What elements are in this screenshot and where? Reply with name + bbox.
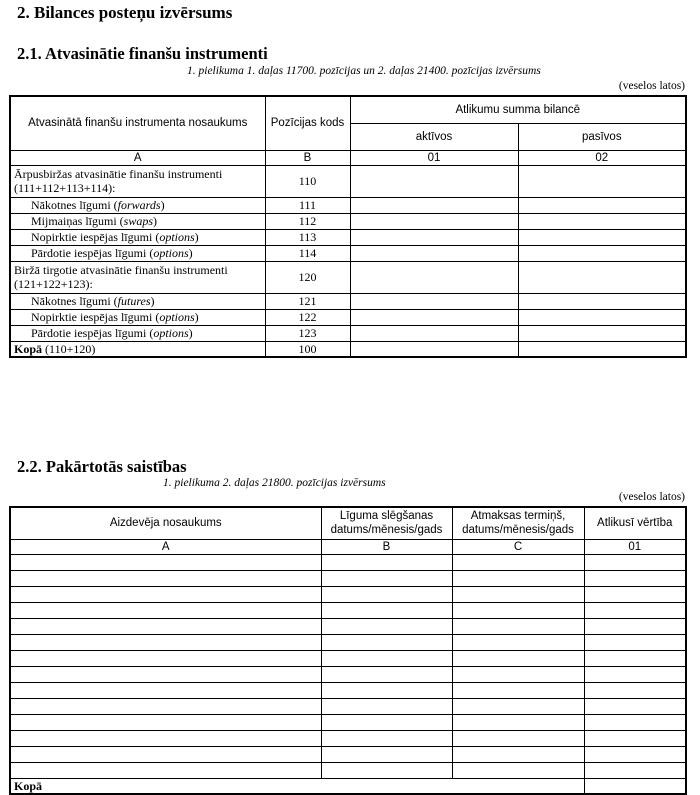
row-label: Pārdotie iespējas līgumi (options) — [10, 325, 265, 341]
col-letter-01: 01 — [584, 539, 686, 554]
row-code: 114 — [265, 245, 350, 261]
header-remaining-value: Atlikusī vērtība — [584, 507, 686, 539]
col-letter-a: A — [10, 150, 265, 165]
input-cell[interactable] — [10, 666, 321, 682]
header-lender-name: Aizdevēja nosaukums — [10, 507, 321, 539]
col-letter-b: B — [321, 539, 452, 554]
input-cell[interactable] — [584, 698, 686, 714]
value-cell[interactable] — [518, 165, 686, 197]
section-2-note: 1. pielikuma 2. daļas 21800. pozīcijas izvērsums — [163, 477, 386, 489]
input-cell[interactable] — [452, 714, 584, 730]
input-cell[interactable] — [452, 698, 584, 714]
value-cell[interactable] — [350, 213, 518, 229]
table-row — [10, 309, 686, 325]
value-cell[interactable] — [518, 245, 686, 261]
value-cell[interactable] — [350, 293, 518, 309]
input-cell[interactable] — [321, 586, 452, 602]
value-cell[interactable] — [518, 293, 686, 309]
table-row — [10, 245, 686, 261]
input-cell[interactable] — [584, 666, 686, 682]
value-cell[interactable] — [518, 197, 686, 213]
input-cell[interactable] — [584, 570, 686, 586]
input-cell[interactable] — [452, 730, 584, 746]
input-cell[interactable] — [321, 714, 452, 730]
input-cell[interactable] — [584, 554, 686, 570]
input-cell[interactable] — [584, 618, 686, 634]
input-cell[interactable] — [452, 650, 584, 666]
header-instrument-name: Atvasinātā finanšu instrumenta nosaukums — [10, 96, 265, 150]
row-code: 120 — [265, 261, 350, 293]
subordinated-liabilities-table — [9, 506, 687, 795]
empty-row — [10, 586, 686, 602]
value-cell[interactable] — [518, 309, 686, 325]
input-cell[interactable] — [10, 730, 321, 746]
row-code: 100 — [265, 341, 350, 357]
value-cell[interactable] — [350, 197, 518, 213]
row-label: Biržā tirgotie atvasinātie finanšu instrumenti (121+122+123): — [10, 261, 265, 293]
col-letter-02: 02 — [518, 150, 686, 165]
total-label: Kopā — [10, 778, 584, 794]
input-cell[interactable] — [10, 682, 321, 698]
header-liabilities: pasīvos — [518, 123, 686, 150]
input-cell[interactable] — [321, 746, 452, 762]
input-cell[interactable] — [452, 746, 584, 762]
table-row — [10, 229, 686, 245]
input-cell[interactable] — [584, 650, 686, 666]
col-letter-a: A — [10, 539, 321, 554]
header-position-code: Pozīcijas kods — [265, 96, 350, 150]
section-1-title: 2.1. Atvasinātie finanšu instrumenti — [17, 44, 268, 63]
table-row — [10, 213, 686, 229]
row-code: 121 — [265, 293, 350, 309]
row-label: Kopā (110+120) — [10, 341, 265, 357]
row-code: 123 — [265, 325, 350, 341]
empty-row — [10, 602, 686, 618]
value-cell[interactable] — [350, 341, 518, 357]
derivatives-table — [9, 95, 687, 358]
value-cell[interactable] — [518, 341, 686, 357]
input-cell[interactable] — [321, 730, 452, 746]
value-cell[interactable] — [350, 245, 518, 261]
value-cell[interactable] — [518, 325, 686, 341]
empty-row — [10, 730, 686, 746]
row-code: 112 — [265, 213, 350, 229]
table-row — [10, 261, 686, 293]
input-cell[interactable] — [584, 730, 686, 746]
input-cell[interactable] — [584, 762, 686, 778]
input-cell[interactable] — [584, 634, 686, 650]
table-row — [10, 165, 686, 197]
header-balance-sum: Atlikumu summa bilancē — [350, 96, 686, 123]
input-cell[interactable] — [10, 698, 321, 714]
input-cell[interactable] — [10, 714, 321, 730]
input-cell[interactable] — [10, 634, 321, 650]
value-cell[interactable] — [350, 165, 518, 197]
input-cell[interactable] — [452, 762, 584, 778]
table-row — [10, 325, 686, 341]
value-cell[interactable] — [518, 261, 686, 293]
input-cell[interactable] — [584, 746, 686, 762]
input-cell[interactable] — [452, 570, 584, 586]
table-row-total — [10, 341, 686, 357]
header-assets: aktīvos — [350, 123, 518, 150]
row-label: Nopirktie iespējas līgumi (options) — [10, 309, 265, 325]
row-label: Nopirktie iespējas līgumi (options) — [10, 229, 265, 245]
row-code: 110 — [265, 165, 350, 197]
input-cell[interactable] — [10, 554, 321, 570]
header-contract-date: Līguma slēgšanas datums/mēnesis/gads — [321, 507, 452, 539]
input-cell[interactable] — [321, 698, 452, 714]
section-2-units: (veselos latos) — [618, 491, 685, 503]
input-cell[interactable] — [10, 650, 321, 666]
row-code: 122 — [265, 309, 350, 325]
input-cell[interactable] — [10, 762, 321, 778]
input-cell[interactable] — [321, 554, 452, 570]
value-cell[interactable] — [350, 325, 518, 341]
empty-row — [10, 666, 686, 682]
row-code: 111 — [265, 197, 350, 213]
input-cell[interactable] — [321, 666, 452, 682]
input-cell[interactable] — [321, 682, 452, 698]
col-letter-c: C — [452, 539, 584, 554]
empty-row — [10, 634, 686, 650]
col-letter-01: 01 — [350, 150, 518, 165]
input-cell[interactable] — [452, 666, 584, 682]
section-1-note: 1. pielikuma 1. daļas 11700. pozīcijas un 2. daļas 21400. pozīcijas izvērsums — [187, 65, 541, 77]
input-cell[interactable] — [584, 682, 686, 698]
input-cell[interactable] — [452, 682, 584, 698]
empty-row — [10, 682, 686, 698]
input-cell[interactable] — [321, 634, 452, 650]
input-cell[interactable] — [452, 634, 584, 650]
value-cell[interactable] — [350, 309, 518, 325]
input-cell[interactable] — [321, 762, 452, 778]
row-label: Pārdotie iespējas līgumi (options) — [10, 245, 265, 261]
row-code: 113 — [265, 229, 350, 245]
input-cell[interactable] — [321, 602, 452, 618]
empty-row — [10, 618, 686, 634]
col-letter-b: B — [265, 150, 350, 165]
empty-row — [10, 746, 686, 762]
total-value-cell[interactable] — [584, 778, 686, 794]
empty-row — [10, 762, 686, 778]
empty-row — [10, 650, 686, 666]
input-cell[interactable] — [452, 618, 584, 634]
empty-row — [10, 554, 686, 570]
empty-row — [10, 698, 686, 714]
page-title: 2. Bilances posteņu izvērsums — [17, 3, 233, 22]
empty-row — [10, 714, 686, 730]
input-cell[interactable] — [10, 602, 321, 618]
row-label: Mijmaiņas līgumi (swaps) — [10, 213, 265, 229]
input-cell[interactable] — [452, 586, 584, 602]
table-row-total — [10, 778, 686, 794]
input-cell[interactable] — [10, 746, 321, 762]
input-cell[interactable] — [10, 618, 321, 634]
value-cell[interactable] — [350, 261, 518, 293]
table-row — [10, 197, 686, 213]
value-cell[interactable] — [518, 213, 686, 229]
input-cell[interactable] — [321, 618, 452, 634]
input-cell[interactable] — [10, 570, 321, 586]
section-2-title: 2.2. Pakārtotās saistības — [17, 457, 187, 476]
input-cell[interactable] — [321, 650, 452, 666]
value-cell[interactable] — [518, 229, 686, 245]
input-cell[interactable] — [452, 602, 584, 618]
input-cell[interactable] — [10, 586, 321, 602]
section-1-units: (veselos latos) — [618, 80, 685, 92]
row-label: Nākotnes līgumi (futures) — [10, 293, 265, 309]
input-cell[interactable] — [584, 714, 686, 730]
header-repayment-date: Atmaksas termiņš, datums/mēnesis/gads — [452, 507, 584, 539]
empty-row — [10, 570, 686, 586]
input-cell[interactable] — [584, 602, 686, 618]
row-label: Nākotnes līgumi (forwards) — [10, 197, 265, 213]
input-cell[interactable] — [584, 586, 686, 602]
value-cell[interactable] — [350, 229, 518, 245]
input-cell[interactable] — [321, 570, 452, 586]
table-row — [10, 293, 686, 309]
row-label: Ārpusbiržas atvasinātie finanšu instrumenti (111+112+113+114): — [10, 165, 265, 197]
input-cell[interactable] — [452, 554, 584, 570]
